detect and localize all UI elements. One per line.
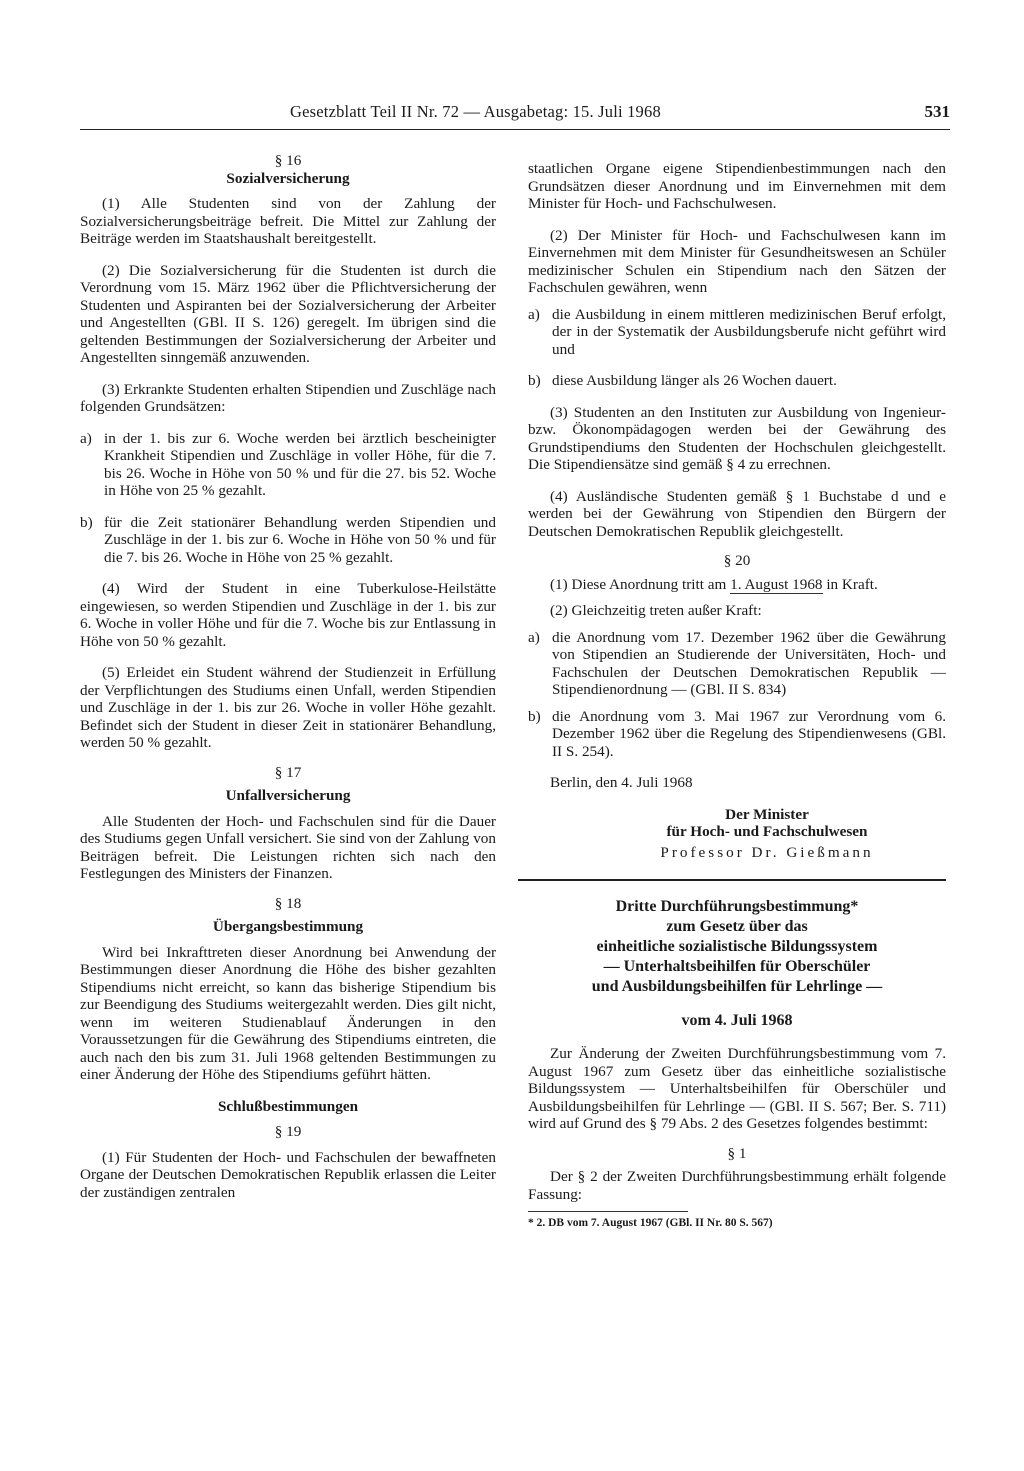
signatory-ministry: für Hoch- und Fachschulwesen <box>666 823 868 840</box>
title-line: einheitliche sozialistische Bildungssystem <box>596 938 878 955</box>
paragraph: (1) Alle Studenten sind von der Zahlung der Sozialversicherungsbeiträge befreit. Die Mittel zur Zahlung der Beiträge werden im Staatshaushalt bereitgestellt. <box>80 195 496 247</box>
paragraph <box>528 576 946 594</box>
section-1-number: § 1 <box>727 1144 747 1162</box>
header-rule <box>80 129 950 130</box>
paragraph: (4) Ausländische Studenten gemäß § 1 Buchstabe d und e werden bei der Gewährung von Stipendien den Bürgern der Deutschen Demokratischen Republik gleichgestellt. <box>528 487 946 540</box>
paragraph: Zur Änderung der Zweiten Durchführungsbestimmung vom 7. August 1967 zum Gesetz über das einheitliche sozialistische Bildungssystem — Unterhaltsbeihilfen für Oberschüler und Ausbildungsbeihilfen für Lehrlinge — (GBl. II S. 567; Ber. S. 711) wird auf Grund des § 79 Abs. 2 des Gesetzes folgendes bestimmt: <box>528 1045 946 1132</box>
paragraph: (2) Die Sozialversicherung für die Studenten ist durch die Verordnung vom 15. März 1962 über die Pflichtversicherung der Studenten und Aspiranten bei der Sozialversicherung der Arbeiter und Angestellten (GBl. II S. 126) geregelt. Im übrigen sind die geltenden Bestimmungen der Sozialversicherung der Arbeiter und Angestellten sinngemäß anzuwenden. <box>80 261 496 366</box>
text-run: (1) Diese Anordnung tritt am <box>550 575 731 593</box>
signatory-title: Der Minister <box>725 805 809 823</box>
signature-block <box>588 806 946 862</box>
title-line: zum Gesetz über das <box>666 918 808 935</box>
list-item <box>528 629 946 699</box>
paragraph: (3) Erkrankte Studenten erhalten Stipendien und Zuschläge nach folgenden Grundsätzen: <box>80 380 496 415</box>
paragraph: Alle Studenten der Hoch- und Fachschulen sind für die Dauer des Studiums gegen Unfall versichert. Sie sind von der Zahlung von Beiträgen befreit. Die Leistungen richten sich nach den Festlegungen des Ministers der Finanzen. <box>80 812 496 882</box>
list-item <box>80 514 496 567</box>
list-text: für die Zeit stationärer Behandlung werden Stipendien und Zuschläge in der 1. bis zur 6. Woche in Höhe von 50 % und für die 7. bis 26. Woche in Höhe von 25 % gezahlt. <box>104 513 496 566</box>
section-17-number: § 17 <box>274 763 302 781</box>
list-label: b) <box>528 372 541 389</box>
final-provisions-heading: Schlußbestimmungen <box>217 1097 359 1115</box>
paragraph: (1) Für Studenten der Hoch- und Fachschulen der bewaffneten Organe der Deutschen Demokratischen Republik erlassen die Leiter der zuständigen zentralen <box>80 1148 496 1201</box>
text-run: in Kraft. <box>822 575 878 593</box>
section-18-number: § 18 <box>274 894 302 912</box>
right-column <box>528 160 946 1233</box>
effective-date: 1. August 1968 <box>730 575 823 593</box>
section-20-number: § 20 <box>723 552 751 569</box>
left-column <box>80 152 496 1201</box>
paragraph: (5) Erleidet ein Student während der Studienzeit in Erfüllung der Verpflichtungen des Studiums einen Unfall, werden Stipendien und Zuschläge in der 1. bis zur 26. Woche in voller Höhe gezahlt. Befindet sich der Student in dieser Zeit in stationärer Behandlung, werden 50 % gezahlt. <box>80 664 496 751</box>
list-label: a) <box>80 429 92 447</box>
list-label: a) <box>528 628 540 646</box>
list-item <box>528 708 946 761</box>
list-label: b) <box>528 707 541 725</box>
regulation-title <box>528 897 946 1031</box>
list-item <box>80 430 496 500</box>
paragraph: (2) Gleichzeitig treten außer Kraft: <box>550 602 762 619</box>
title-line: und Ausbildungsbeihilfen für Lehrlinge — <box>591 978 883 995</box>
list-label: a) <box>528 305 540 323</box>
header-title: Gesetzblatt Teil II Nr. 72 — Ausgabetag: 15. Juli 1968 <box>290 102 661 121</box>
paragraph: (2) Der Minister für Hoch- und Fachschulwesen kann im Einvernehmen mit dem Minister für Gesundheitswesen an Schüler medizinischer Schulen ein Stipendium nach den Sätzen der Fachschulen gewähren, wenn <box>528 226 946 296</box>
section-19-number: § 19 <box>274 1123 302 1140</box>
paragraph: Wird bei Inkrafttreten dieser Anordnung bei Anwendung der Bestimmungen dieser Anordnung die Höhe des bisher gezahlten Stipendiums nicht erreicht, so kann das bisherige Stipendium bis zur Beendigung des Studiums weitergezahlt werden. Dies gilt nicht, wenn im weiteren Studienablauf Änderungen in den Voraussetzungen für die Gewährung des Stipendiums eintreten, die auch nach den bis zum 31. Juli 1968 geltenden Bestimmungen zu einer Änderung der Höhe des Stipendiums geführt hätten. <box>80 943 496 1083</box>
section-divider <box>518 879 946 881</box>
footnote-rule <box>528 1211 688 1212</box>
page-header <box>80 102 950 128</box>
regulation-date: vom 4. Juli 1968 <box>681 1012 793 1029</box>
list-text: diese Ausbildung länger als 26 Wochen dauert. <box>552 372 837 389</box>
page-number: 531 <box>924 102 950 121</box>
list-label: b) <box>80 513 93 531</box>
list-text: die Ausbildung in einem mittleren medizinischen Beruf erfolgt, der in der Systematik der Ausbildungsberufe nicht geführt wird und <box>552 305 946 358</box>
paragraph: (3) Studenten an den Instituten zur Ausbildung von Ingenieur- bzw. Ökonompädagogen werden bei der Gewährung des Grundstipendiums den Studenten der Hochschulen gleichgestellt. Die Stipendiensätze sind gemäß § 4 zu errechnen. <box>528 403 946 473</box>
title-line: — Unterhaltsbeihilfen für Oberschüler <box>603 958 871 975</box>
list-item <box>528 372 946 390</box>
section-18-heading: Übergangsbestimmung <box>212 918 364 935</box>
list-item <box>528 306 946 359</box>
paragraph: Der § 2 der Zweiten Durchführungsbestimmung erhält folgende Fassung: <box>528 1168 946 1203</box>
section-16-number: § 16 <box>274 152 302 169</box>
title-line: Dritte Durchführungsbestimmung* <box>615 898 859 915</box>
section-17-heading: Unfallversicherung <box>225 787 351 804</box>
signatory-name: Professor Dr. Gießmann <box>660 843 874 861</box>
place-date: Berlin, den 4. Juli 1968 <box>550 774 693 791</box>
list-text: in der 1. bis zur 6. Woche werden bei ärztlich bescheinigter Krankheit Stipendien und Zuschläge in voller Höhe, für die 7. bis 26. Woche in Höhe von 50 % und für die 27. bis 52. Woche in Höhe von 25 % gezahlt. <box>104 429 496 499</box>
section-16-heading: Sozialversicherung <box>226 169 350 187</box>
paragraph: staatlichen Organe eigene Stipendienbestimmungen nach den Grundsätzen dieser Anordnung und im Einvernehmen mit dem Minister für Hoch- und Fachschulwesen. <box>528 160 946 212</box>
list-text: die Anordnung vom 3. Mai 1967 zur Verordnung vom 6. Dezember 1962 über die Regelung des Stipendienwesens (GBl. II S. 254). <box>552 707 946 760</box>
list-text: die Anordnung vom 17. Dezember 1962 über die Gewährung von Stipendien an Studierende der Universitäten, Hoch- und Fachschulen der Deutschen Demokratischen Republik — Stipendienordnung — (GBl. II S. 834) <box>552 628 946 698</box>
footnote: * 2. DB vom 7. August 1967 (GBl. II Nr. 80 S. 567) <box>528 1217 773 1229</box>
paragraph: (4) Wird der Student in eine Tuberkulose-Heilstätte eingewiesen, so werden Stipendien und Zuschläge in der 1. bis zur 6. Woche in voller Höhe und für die 7. Woche bis zur Entlassung in Höhe von 50 % gezahlt. <box>80 580 496 650</box>
